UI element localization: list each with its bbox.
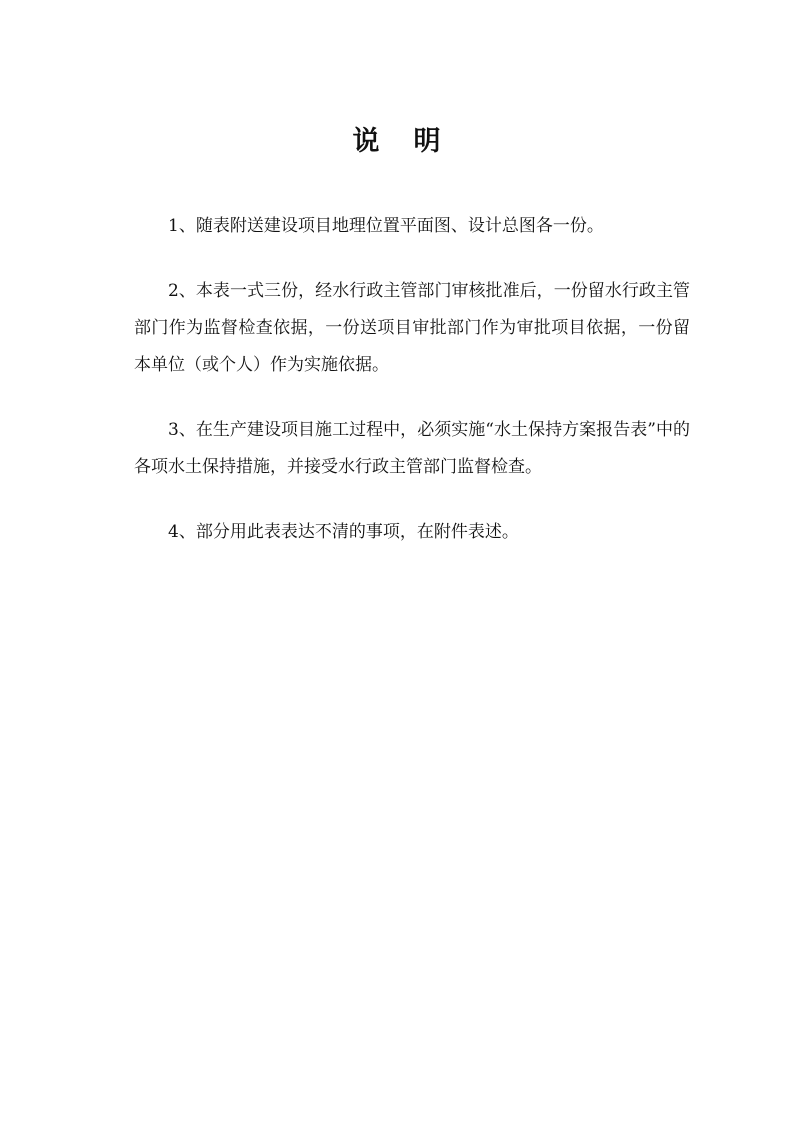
instruction-paragraph-2: 2、本表一式三份，经水行政主管部门审核批准后，一份留水行政主管部门作为监督检查依据，一份送项目审批部门作为审批项目依据，一份留本单位（或个人）作为实施依据。 — [134, 281, 690, 375]
page-title: 说明 — [352, 126, 475, 157]
instructions-body — [134, 208, 690, 579]
instruction-paragraph-1: 1、随表附送建设项目地理位置平面图、设计总图各一份。 — [168, 216, 604, 236]
instruction-paragraph-4: 4、部分用此表表达不清的事项，在附件表述。 — [168, 522, 519, 542]
instruction-paragraph-3: 3、在生产建设项目施工过程中，必须实施“水土保持方案报告表”中的各项水土保持措施，并接受水行政主管部门监督检查。 — [134, 420, 690, 477]
